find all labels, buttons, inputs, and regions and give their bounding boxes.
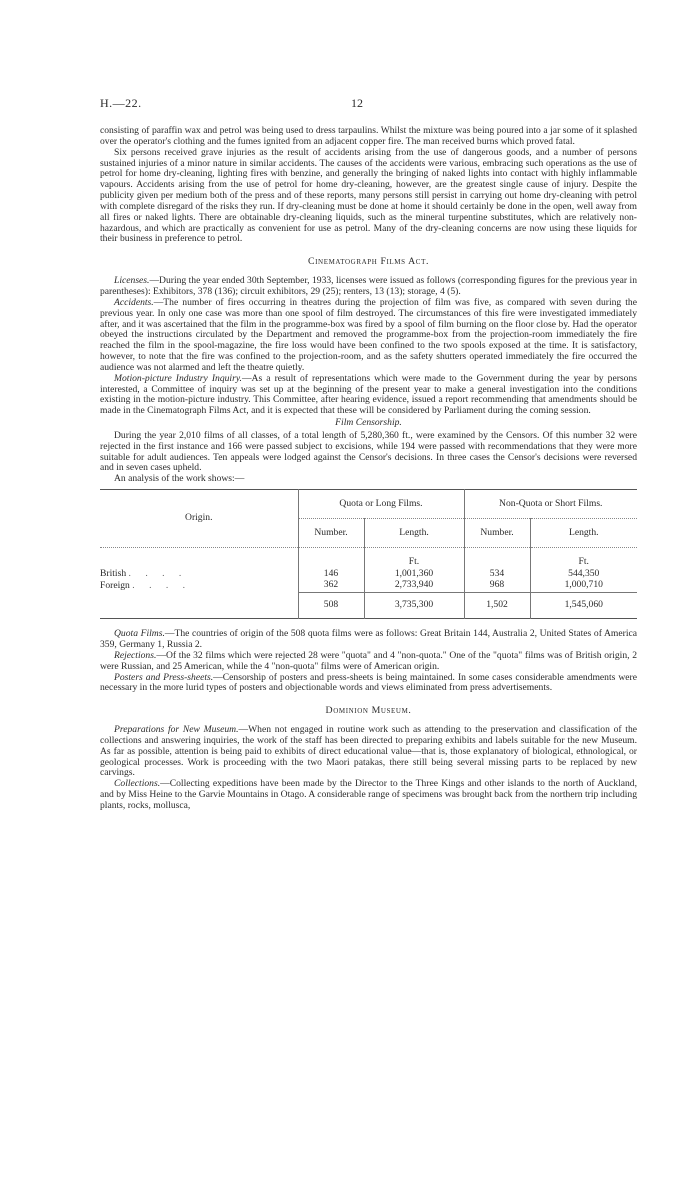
paragraph-preparations: Preparations for New Museum.—When not engaged in routine work such as attending to the preservation and classification of the collections and answering inquiries, the work of the staff has been directed to preparing exhibits and labels suitable for the new Museum. As far as possible, attention is being paid to exhibits of direct educational value—that is, those explanatory of biological, ethnological, or geological processes. Work is proceeding with the two Maori patakas, there still being several missing parts to be replaced by new carvings. [100,724,637,779]
paragraph-dangerous-goods: Six persons received grave injuries as the result of accidents arising from the use of dangerous goods, and a number of persons sustained injuries of a minor nature in similar accidents. The causes of the accidents were various, embracing such operations as the use of petrol for home dry-cleaning, lighting fires with benzine, and generally the bringing of naked lights into contact with highly inflammable vapours. Accidents arising from the use of petrol for home dry-cleaning, however, are the greatest single cause of injury. Despite the publicity given per medium both of the press and of these reports, many persons still persist in carrying out home dry-cleaning with petrol with complete disregard of the risks they run. If dry-cleaning must be done at home it should certainly be done in the open, well away from all fires or naked lights. There are obtainable dry-cleaning liquids, such as the mineral turpentine substitutes, which are relatively non-hazardous, and which are practically as convenient for use as petrol. Many of the dry-cleaning concerns are now using these liquids for their business in preference to petrol. [100,146,637,245]
page-header [100,96,637,112]
paragraph-licenses: Licenses.—During the year ended 30th September, 1933, licenses were issued as follows (corresponding figures for the previous year in parentheses): Exhibitors, 378 (136); circuit exhibitors, 29 (25); renters, 13 (13); storage, 4 (5). [100,275,637,297]
lead-accidents: Accidents. [114,296,154,308]
header-non-quota-films: Non-Quota or Short Films. [464,490,637,519]
body-column [100,126,637,812]
subheading-film-censorship: Film Censorship. [335,417,402,429]
table-row-foreign: Foreign . . . . 362 2,733,940 968 1,000,710 [100,580,637,592]
section-heading-cinematograph: Cinematograph Films Act. [307,256,430,268]
table-row-british: British . . . . 146 1,001,360 534 544,350 [100,568,637,580]
header-quota-films: Quota or Long Films. [298,490,464,519]
paragraph-accidents: Accidents.—The number of fires occurring in theatres during the projection of film was five, as compared with seven during the previous year. In only one case was more than one spool of film destroyed. The circumstances of this fire were investigated immediately after, and it was ascertained that the film in the programme-box was fired by a spool of film burning on the floor close by. Had the operator obeyed the instructions circulated by the Department and removed the programme-box from the projection-room immediately the fire reached the film in the spool-magazine, the fire loss would have been confined to the two spools exposed at the time. It is satisfactory, however, to note that the fire was confined to the projection-room, and as the safety shutters operated immediately the fire occurred the audience was not alarmed and left the theatre quietly. [100,296,637,373]
header-nonquota-length: Length. [530,519,637,548]
unit-quota-length: Ft. [364,548,464,569]
header-nonquota-number: Number. [464,519,530,548]
lead-inquiry: Motion-picture Industry Inquiry. [114,372,242,384]
header-quota-number: Number. [298,519,364,548]
table-row-totals: 508 3,735,300 1,502 1,545,060 [100,592,637,619]
header-origin: Origin. [100,490,298,548]
document-reference: H.—22. [100,96,142,110]
paragraph-continuation: consisting of paraffin wax and petrol was being used to dress tarpaulins. Whilst the mixture was being poured into a jar some of it splashed over the operator's clothing and the fumes ignited from an adjacent copper fire. The man received burns which proved fatal. [100,125,637,147]
header-quota-length: Length. [364,519,464,548]
analysis-table [100,489,637,619]
paragraph-censorship: During the year 2,010 films of all classes, of a total length of 5,280,360 ft., were examined by the Censors. Of this number 32 were rejected in the first instance and 166 were passed subject to excisions, while 194 were passed with recommendations that they were more suitable for adult audiences. Ten appeals were lodged against the Censor's decisions. In three cases the Censor's decisions were reversed and in seven cases upheld. [100,429,637,474]
paragraph-rejections: Rejections.—Of the 32 films which were rejected 28 were "quota" and 4 "non-quota." One of the "quota" films was of British origin, 2 were Russian, and 25 American, while the 4 "non-quota" films were of American origin. [100,649,637,672]
paragraph-posters: Posters and Press-sheets.—Censorship of posters and press-sheets is being maintained. In some cases considerable amendments were necessary in the more lurid types of posters and objectionable words and views eliminated from press advertisements. [100,671,637,694]
unit-nonquota-length: Ft. [530,548,637,569]
paragraph-quota-films: Quota Films.—The countries of origin of the 508 quota films were as follows: Great Britain 144, Australia 2, United States of America 359, Germany 1, Russia 2. [100,628,637,650]
lead-licenses: Licenses. [114,275,150,287]
page-number: 12 [351,96,363,110]
paragraph-inquiry: Motion-picture Industry Inquiry.—As a result of representations which were made to the Government during the year by persons interested, a Committee of inquiry was set up at the beginning of the present year to make a general investigation into the conditions existing in the motion-picture industry. This Committee, after hearing evidence, issued a report recommending that amendments should be made in the Cinematograph Films Act, and it is expected that these will be considered by Parliament during the coming session. [100,372,637,417]
paragraph-collections: Collections.—Collecting expeditions have been made by the Director to the Three Kings and other islands to the north of Auckland, and by Miss Heine to the Garvie Mountains in Otago. A considerable range of specimens was brought back from the northern trip including plants, rocks, mollusca, [100,778,637,811]
analysis-intro: An analysis of the work shows:— [114,473,245,485]
section-heading-dominion-museum: Dominion Museum. [325,705,412,717]
